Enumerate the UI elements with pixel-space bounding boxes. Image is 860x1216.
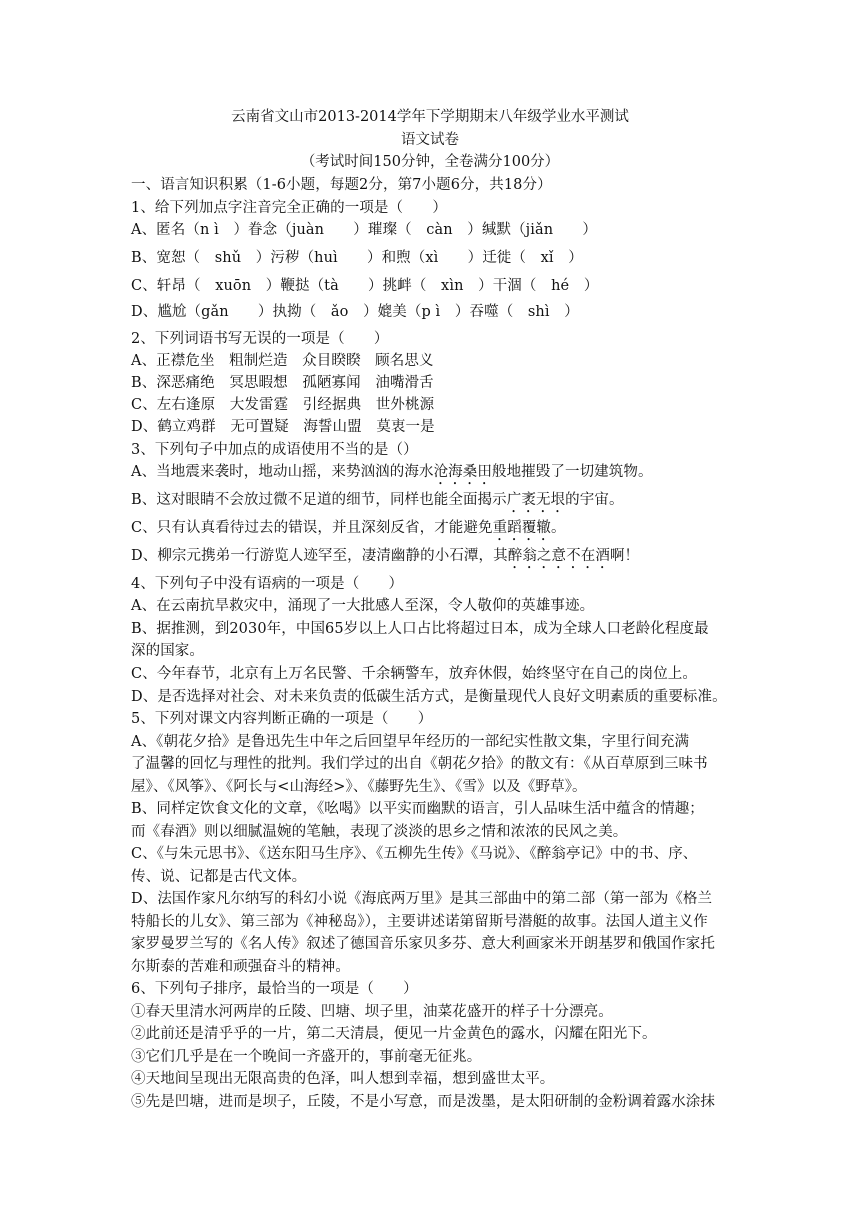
q3-a-text-end: 般地摧毁了一切建筑物。 xyxy=(491,464,653,480)
q2-stem: 2、下列词语书写无误的一项是（ ） xyxy=(131,331,389,347)
q1-option-a: A、匿名（n ì ）眷念（juàn ）璀璨（ càn ）缄默（jiǎn ） xyxy=(131,222,597,238)
q3-c-dotted-idiom: 重蹈覆辙 xyxy=(492,520,551,536)
q3-option-d xyxy=(131,546,741,572)
q5-option-a-line1: A、《朝花夕拾》是鲁迅先生中年之后回望早年经历的一部纪实性散文集，字里行间充满 xyxy=(131,734,690,750)
q5-option-a-line3: 屋》、《风筝》、《阿长与<山海经>》、《藤野先生》、《雪》以及《野草》。 xyxy=(131,779,587,795)
q4-option-b-line1: B、据推测，到2030年，中国65岁以上人口占比将超过日本，成为全球人口老龄化程度最 xyxy=(131,621,709,637)
q6-stem: 6、下列句子排序，最恰当的一项是（ ） xyxy=(131,981,418,997)
q3-b-dotted-idiom: 广袤无垠 xyxy=(506,492,566,508)
exam-title: 云南省文山市2013-2014学年下学期期末八年级学业水平测试 xyxy=(231,109,629,125)
q6-sentence-5: ⑤先是凹塘，进而是坝子，丘陵，不是小写意，而是泼墨，是太阳研制的金粉调着露水涂抹 xyxy=(131,1094,715,1110)
q5-option-c-line1: C、《与朱元思书》、《送东阳马生序》、《五柳先生传》《马说》、《醉翁亭记》中的书、序、 xyxy=(131,846,698,862)
q5-option-b-line1: B、同样定饮食文化的文章，《吆喝》以平实而幽默的语言，引人品味生活中蕴含的情趣； xyxy=(131,801,704,817)
q3-d-text: D、柳宗元携弟一行游览人迹罕至，凄清幽静的小石潭，其 xyxy=(131,548,508,564)
q3-stem: 3、下列句子中加点的成语使用不当的是（） xyxy=(131,442,418,458)
q3-d-dotted-idiom: 醉翁之意不在酒 xyxy=(507,548,610,564)
q3-c-text-end: 。 xyxy=(551,520,566,536)
q6-sentence-3: ③它们几乎是在一个晚间一齐盛开的，事前毫无征兆。 xyxy=(131,1049,482,1065)
q4-stem: 4、下列句子中没有语病的一项是（ ） xyxy=(131,576,404,592)
q3-a-text: A、当地震来袭时，地动山摇，来势汹汹的海水 xyxy=(131,464,434,480)
q5-option-d-line4: 尔斯泰的苦难和顽强奋斗的精神。 xyxy=(131,959,350,975)
q5-option-c-line2: 传、说、记都是古代文体。 xyxy=(131,869,307,885)
section-heading: 一、语言知识积累（1-6小题，每题2分，第7小题6分，共18分） xyxy=(131,177,552,193)
q6-sentence-4: ④天地间呈现出无限高贵的色泽，叫人想到幸福，想到盛世太平。 xyxy=(131,1071,555,1087)
q2-option-d: D、鹤立鸡群 无可置疑 海誓山盟 莫衷一是 xyxy=(131,419,435,435)
q1-option-c: C、轩昂（ xuōn ）鞭挞（tà ）挑衅（ xìn ）干涸（ hé ） xyxy=(131,278,599,294)
q4-option-a: A、在云南抗旱救灾中，涌现了一大批感人至深，令人敬仰的英雄事迹。 xyxy=(131,598,595,614)
q1-option-d: D、尴尬（gǎn ）执拗（ ǎo ）媲美（p ì ）吞噬（ shì ） xyxy=(131,304,579,320)
exam-note: （考试时间150分钟，全卷满分100分） xyxy=(300,154,560,170)
q5-option-d-line2: 特船长的儿女》、第三部为《神秘岛》），主要讲述诺第留斯号潜艇的故事。法国人道主义作 xyxy=(131,914,708,930)
q5-option-d-line3: 家罗曼罗兰写的《名人传》叙述了德国音乐家贝多芬、意大利画家米开朗基罗和俄国作家托 xyxy=(131,936,715,952)
q1-stem: 1、给下列加点字注音完全正确的一项是（ ） xyxy=(131,200,447,216)
q6-sentence-2: ②此前还是清乎乎的一片，第二天清晨，便见一片金黄色的露水，闪耀在阳光下。 xyxy=(131,1026,657,1042)
q3-c-text: C、只有认真看待过去的错误，并且深刻反省，才能避免 xyxy=(131,520,493,536)
q2-option-b: B、深恶痛绝 冥思暇想 孤陋寡闻 油嘴滑舌 xyxy=(131,375,434,391)
q3-option-b xyxy=(131,490,741,516)
q5-option-b-line2: 而《春酒》则以细腻温婉的笔触，表现了淡淡的思乡之情和浓浓的民风之美。 xyxy=(131,824,628,840)
q3-d-text-end: 啊！ xyxy=(609,548,640,564)
q4-option-d: D、是否选择对社会、对未来负责的低碳生活方式，是衡量现代人良好文明素质的重要标准。 xyxy=(131,689,727,705)
q4-option-b-line2: 深的国家。 xyxy=(131,643,204,659)
q3-option-c xyxy=(131,518,741,544)
q5-option-a-line2: 了温馨的回忆与理性的批判。我们学过的出自《朝花夕拾》的散文有：《从百草原到三味书 xyxy=(131,756,708,772)
q2-option-a: A、正襟危坐 粗制烂造 众目睽睽 顾名思义 xyxy=(131,353,434,369)
exam-subtitle: 语文试卷 xyxy=(401,132,459,148)
q2-option-c: C、左右逢原 大发雷霆 引经据典 世外桃源 xyxy=(131,397,435,413)
q3-b-text-end: 的宇宙。 xyxy=(565,492,624,508)
q3-a-dotted-idiom: 沧海桑田 xyxy=(433,464,492,480)
q1-option-b: B、宽恕（ shǔ ）污秽（huì ）和煦（xì ）迁徙（ xǐ ） xyxy=(131,250,583,266)
q4-option-c: C、今年春节，北京有上万名民警、千余辆警车，放弃休假，始终坚守在自己的岗位上。 xyxy=(131,666,697,682)
q5-option-d-line1: D、法国作家凡尔纳写的科幻小说《海底两万里》是其三部曲中的第二部（第一部为《格兰 xyxy=(131,891,713,907)
q6-sentence-1: ①春天里清水河两岸的丘陵、凹塘、坝子里，油菜花盛开的样子十分漂亮。 xyxy=(131,1004,613,1020)
q5-stem: 5、下列对课文内容判断正确的一项是（ ） xyxy=(131,711,433,727)
q3-option-a xyxy=(131,462,741,488)
q3-b-text: B、这对眼睛不会放过微不足道的细节，同样也能全面揭示 xyxy=(131,492,507,508)
